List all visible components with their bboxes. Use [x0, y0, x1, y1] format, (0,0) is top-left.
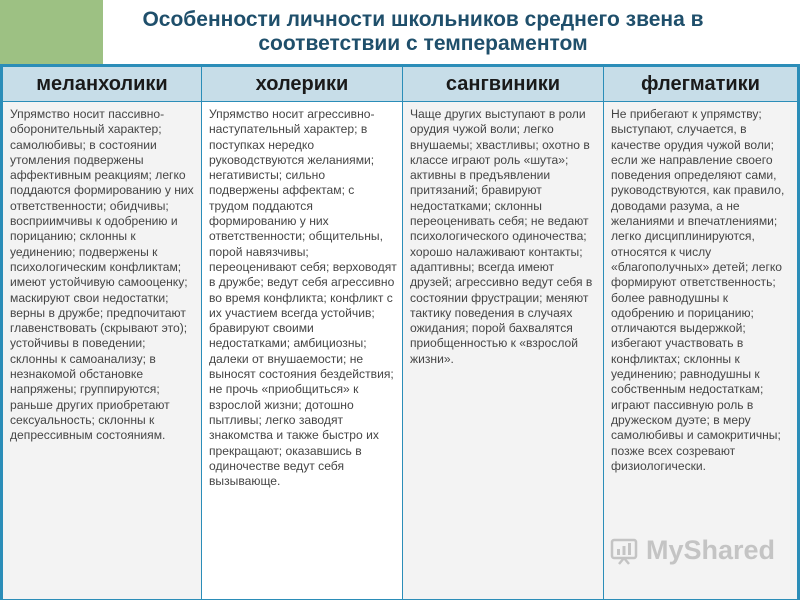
cell-sanguine-text: Чаще других выступают в роли орудия чужой воли; легко внушаемы; хвастливы; охотно в классе играют роль «шута»; активны в предъявлении притязаний; бравируют недостатками; склонны переоценивать себя; не ведают психологического одиночества; хорошо налаживают контакты; адаптивны; всегда имеют друзей; агрессивно ведут себя в состоянии фрустрации; меняют тактику поведения в случаях ожидания; порой бахвалятся приобщенностью к «взрослой жизни». [410, 107, 593, 366]
header-melancholic: меланхолики [0, 64, 201, 102]
header-phlegmatic: флегматики [603, 64, 800, 102]
title-line-1: Особенности личности школьников среднего звена в [142, 8, 704, 31]
cell-choleric [201, 102, 402, 600]
header-choleric: холерики [201, 64, 402, 102]
cell-choleric-text: Упрямство носит агрессивно-наступательный характер; в поступках нередко руководствуются желаниями; негативисты; сильно подвержены аффектам; с трудом поддаются формированию у них ответственности; общительны, порой навязчивы; переоценивают себя; верховодят в дружбе; ведут себя агрессивно во время конфликта; конфликт с их участием всегда устойчив; бравируют своими недостатками; амбициозны; далеки от внушаемости; не выносят состояния бездействия; не прочь «приобщиться» к взрослой жизни; дотошно пытливы; легко заводят знакомства и также быстро их прекращают; оказавшись в одиночестве ведут себя вызывающе. [209, 107, 397, 489]
cell-melancholic-text: Упрямство носит пассивно-оборонительный характер; самолюбивы; в состоянии утомления подвержены аффективным реакциям; легко поддаются формированию у них ответственности; обидчивы; восприимчивы к одобрению и порицанию; склонны к уединению; подвержены к психологическим конфликтам; имеют устойчивую самооценку; маскируют свои недостатки; верны в дружбе; предпочитают главенствовать (скрывают это); устойчивы в поведении; склонны к самоанализу; в незнакомой обстановке напряжены; группируются; раньше других приобретают сексуальность; склонны к депрессивным состояниям. [10, 107, 194, 443]
watermark-text: MyShared [646, 535, 776, 565]
cell-phlegmatic [603, 102, 800, 600]
slide-title [103, 8, 743, 56]
myshared-logo-icon [610, 536, 640, 566]
title-accent-bar [0, 0, 103, 64]
temperament-table [0, 64, 800, 600]
cell-melancholic [0, 102, 201, 600]
title-line-2: соответствии с темпераментом [258, 32, 588, 55]
watermark [610, 535, 775, 566]
cell-sanguine [402, 102, 603, 600]
cell-phlegmatic-text: Не прибегают к упрямству; выступают, случается, в качестве орудия чужой воли; если же направление своего поведения определяют сами, руководствуются, как правило, доводами разума, а не желаниями и впечатлениями; легко дисциплинируются, относятся к числу «благополучных» детей; легко формируют ответственность; более равнодушны к одобрению и порицанию; отличаются выдержкой; избегают участвовать в конфликтах; склонны к уединению; равнодушны к собственным недостаткам; играют пассивную роль в дружеском дуэте; в меру самолюбивы и самокритичны; позже всех созревают физиологически. [611, 107, 785, 473]
header-sanguine: сангвиники [402, 64, 603, 102]
